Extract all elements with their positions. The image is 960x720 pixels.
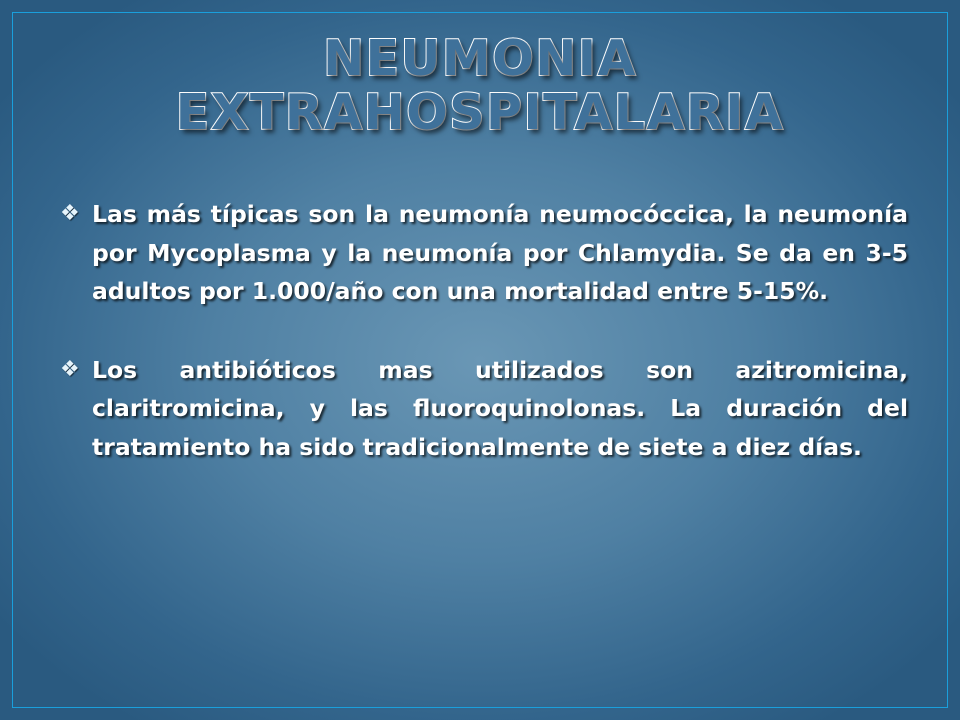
bullet-list [60, 195, 908, 506]
diamond-bullet-icon: ❖ [60, 201, 80, 226]
bullet-text: Los antibióticos mas utilizados son azitromicina, claritromicina, y las fluoroquinolonas. La duración del tratamiento ha sido tradicionalmente de siete a diez días. [92, 355, 908, 461]
slide-title [60, 32, 900, 140]
diamond-bullet-icon: ❖ [60, 356, 80, 382]
slide-title-line-2: EXTRAHOSPITALARIA [175, 84, 785, 141]
bullet-text: Las más típicas son la neumonía neumocóccica, la neumonía por Mycoplasma y la neumonía por Chlamydia. Se da en 3-5 adultos por 1.000/año con una mortalidad entre 5-15%. [92, 200, 908, 305]
slide-title-line-1: NEUMONIA [323, 30, 637, 87]
bullet-item [60, 351, 908, 467]
bullet-item [60, 195, 908, 311]
